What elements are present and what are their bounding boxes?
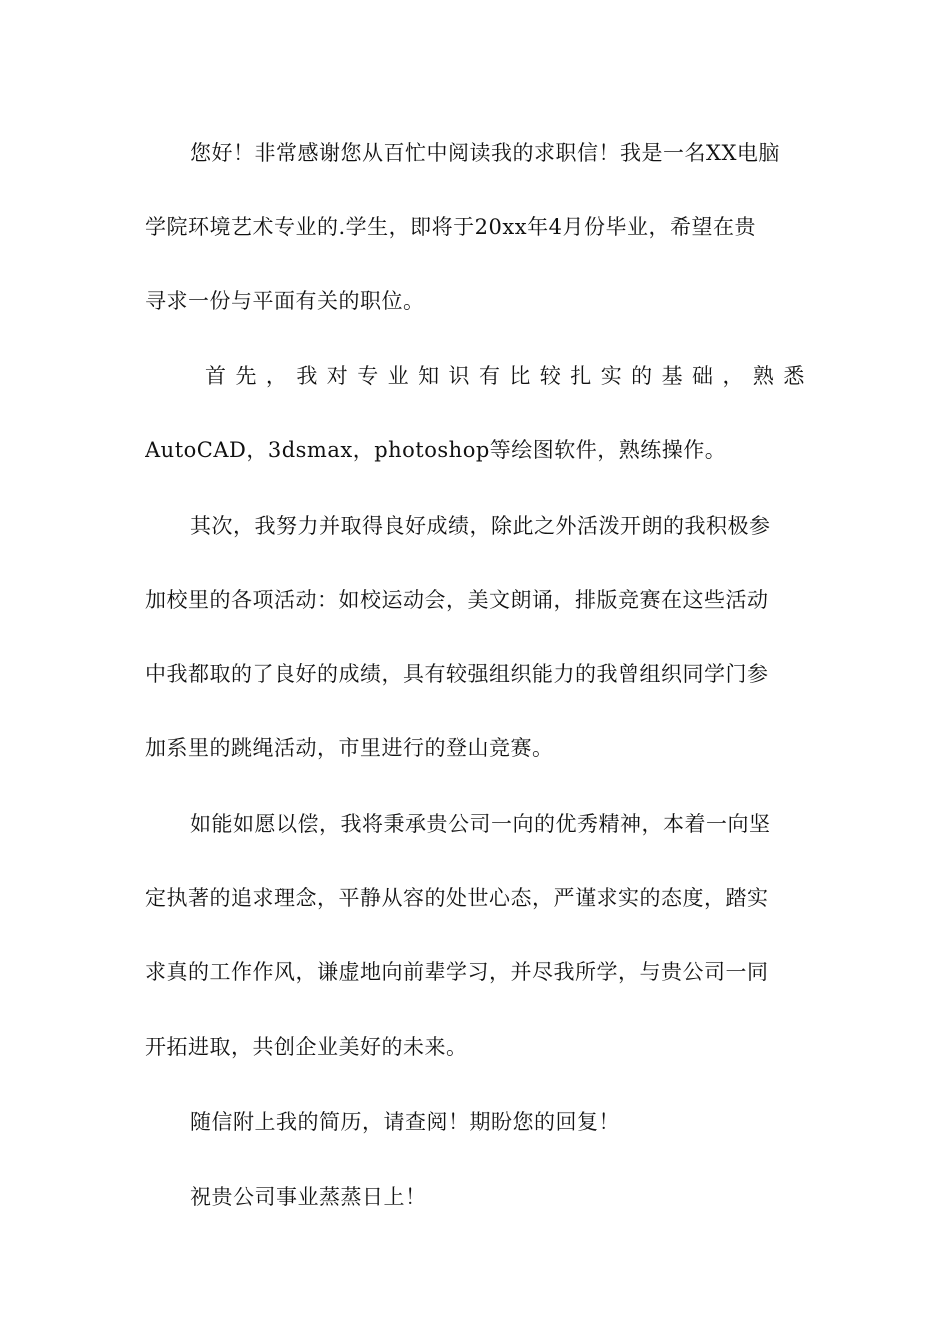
paragraph-4-line-3: 求真的工作作风，谦虚地向前辈学习，并尽我所学，与贵公司一同 (145, 960, 769, 984)
paragraph-4-line-1: 如能如愿以偿，我将秉承贵公司一向的优秀精神，本着一向坚 (190, 812, 771, 836)
paragraph-5-line-1: 随信附上我的简历，请查阅！期盼您的回复！ (190, 1110, 620, 1134)
spaced-char: 较 (539, 364, 562, 388)
paragraph-3-line-2: 加校里的各项活动：如校运动会，美文朗诵，排版竞赛在这些活动 (145, 588, 769, 612)
spaced-char: 对 (326, 364, 349, 388)
paragraph-3-line-1: 其次，我努力并取得良好成绩，除此之外活泼开朗的我积极参 (190, 514, 771, 538)
spaced-char: 础 (692, 364, 714, 388)
spaced-char: 基 (661, 364, 684, 388)
spaced-char: 熟 (752, 364, 775, 388)
spaced-char: 专 (357, 364, 379, 388)
spaced-char: 首 (205, 364, 227, 388)
spaced-char: 业 (387, 364, 410, 388)
paragraph-1-line-3: 寻求一份与平面有关的职位。 (145, 289, 425, 313)
spaced-char: 我 (296, 364, 318, 388)
spaced-char: 知 (418, 364, 440, 388)
spaced-char: 悉 (783, 364, 805, 388)
spaced-char: 比 (509, 364, 531, 388)
spaced-char: 的 (631, 364, 653, 388)
spaced-char: ， (722, 364, 744, 388)
paragraph-4-line-2: 定执著的追求理念，平静从容的处世心态，严谨求实的态度，踏实 (145, 886, 769, 910)
paragraph-2-line-2: AutoCAD，3dsmax，photoshop等绘图软件，熟练操作。 (145, 438, 727, 462)
paragraph-3-line-4: 加系里的跳绳活动，市里进行的登山竞赛。 (145, 736, 554, 760)
paragraph-6-line-1: 祝贵公司事业蒸蒸日上！ (190, 1185, 427, 1209)
spaced-char: 先 (235, 364, 257, 388)
spaced-char: 有 (478, 364, 501, 388)
paragraph-3-line-3: 中我都取的了良好的成绩，具有较强组织能力的我曾组织同学门参 (145, 662, 769, 686)
spaced-char: ， (265, 364, 288, 388)
paragraph-1-line-1: 您好！非常感谢您从百忙中阅读我的求职信！我是一名XX电脑 (190, 141, 780, 165)
spaced-char: 实 (600, 364, 623, 388)
paragraph-1-line-2: 学院环境艺术专业的.学生，即将于20xx年4月份毕业，希望在贵 (145, 215, 756, 239)
paragraph-2-line-1 (205, 360, 805, 392)
paragraph-4-line-4: 开拓进取，共创企业美好的未来。 (145, 1035, 468, 1059)
spaced-char: 扎 (570, 364, 592, 388)
spaced-char: 识 (448, 364, 470, 388)
